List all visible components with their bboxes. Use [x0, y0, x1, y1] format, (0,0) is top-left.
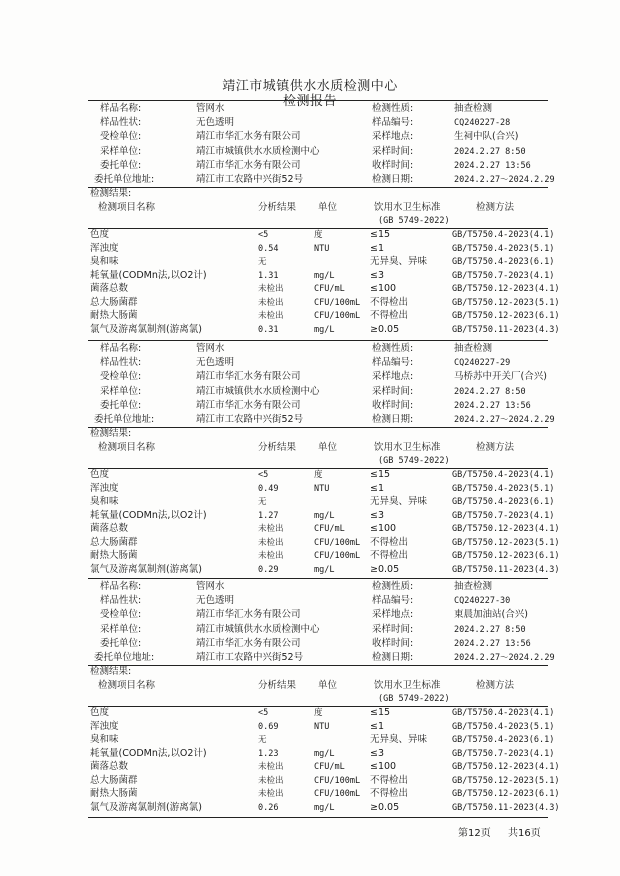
field-label-sample-name: 样品名称: [100, 343, 142, 354]
table-cell-method: GB/T5750.12-2023(5.1) [452, 775, 560, 786]
table-cell-unit: mg/L [314, 748, 335, 759]
table-cell-result: 0.69 [258, 721, 279, 732]
field-value-sampling-unit: 靖江市城镇供水水质检测中心 [196, 385, 320, 397]
table-cell-item: 氯气及游离氯制剂(游离氯) [90, 801, 202, 813]
report-title: 靖江市城镇供水水质检测中心 [222, 79, 398, 94]
field-value-sampling-unit: 靖江市城镇供水水质检测中心 [196, 623, 320, 635]
table-cell-method: GB/T5750.4-2023(5.1) [452, 483, 555, 494]
field-label-sample-no: 样品编号: [372, 595, 414, 607]
table-cell-standard: ≤1 [370, 242, 385, 254]
table-cell-item: 总大肠菌群 [90, 296, 138, 308]
table-cell-method: GB/T5750.12-2023(5.1) [452, 537, 560, 548]
table-cell-standard: 不得检出 [370, 788, 409, 800]
col-header-method: 检测方法 [476, 442, 515, 454]
field-label-sampling-site: 采样地点: [372, 371, 414, 383]
table-cell-result: 1.31 [258, 270, 279, 281]
table-cell-standard: ≤3 [370, 269, 385, 281]
table-cell-method: GB/T5750.11-2023(4.3) [452, 324, 560, 335]
field-value-test-date: 2024.2.27～2024.2.29 [454, 175, 555, 185]
field-label-receipt-time: 收样时间: [372, 637, 414, 649]
table-cell-result: 未检出 [258, 762, 284, 773]
table-cell-item: 耗氧量(CODMn法,以O2计) [90, 747, 207, 759]
field-value-test-nature: 抽查检测 [454, 103, 493, 114]
table-header-rule [88, 228, 548, 229]
field-label-client-unit: 受检单位: [100, 371, 142, 383]
field-value-receipt-time: 2024.2.27 13:56 [454, 638, 531, 649]
table-cell-unit: mg/L [314, 564, 335, 575]
table-cell-standard: ≤100 [370, 523, 397, 535]
table-cell-unit: mg/L [314, 510, 335, 521]
table-cell-result: <5 [258, 708, 269, 719]
field-value-sample-property: 无色透明 [196, 357, 235, 369]
col-header-unit: 单位 [318, 680, 338, 692]
table-cell-result: 0.26 [258, 802, 279, 813]
field-value-sample-property: 无色透明 [196, 595, 235, 607]
table-cell-method: GB/T5750.12-2023(5.1) [452, 297, 560, 308]
table-cell-method: GB/T5750.11-2023(4.3) [452, 564, 560, 575]
field-label-sampling-unit: 采样单位: [100, 385, 142, 397]
table-cell-standard: ≤15 [370, 707, 391, 719]
field-value-commission-unit: 靖江市华汇水务有限公司 [196, 159, 301, 171]
field-label-sample-property: 样品性状: [100, 357, 142, 369]
table-cell-item: 耗氧量(CODMn法,以O2计) [90, 509, 207, 521]
table-cell-item: 色度 [90, 707, 110, 719]
table-cell-method: GB/T5750.7-2023(4.1) [452, 748, 555, 759]
field-label-sample-property: 样品性状: [100, 595, 142, 607]
col-header-unit: 单位 [318, 202, 338, 214]
field-label-sample-name: 样品名称: [100, 581, 142, 592]
table-cell-standard: ≤3 [370, 509, 385, 521]
table-cell-result: 未检出 [258, 311, 284, 322]
field-label-sampling-site: 采样地点: [372, 131, 414, 143]
field-value-sample-name: 管网水 [196, 581, 225, 592]
table-cell-result: 未检出 [258, 551, 284, 562]
table-cell-result: 1.27 [258, 510, 279, 521]
table-cell-result: 无 [258, 257, 267, 268]
table-cell-unit: 度 [314, 230, 323, 241]
field-value-sampling-site: 東晨加油站(合兴) [454, 609, 528, 621]
field-value-sampling-time: 2024.2.27 8:50 [454, 624, 526, 635]
field-label-sampling-time: 采样时间: [372, 145, 414, 157]
table-cell-result: 未检出 [258, 789, 284, 800]
table-cell-standard: ≥0.05 [370, 801, 400, 813]
table-cell-method: GB/T5750.12-2023(4.1) [452, 284, 560, 295]
results-rule [88, 665, 548, 666]
col-header-method: 检测方法 [476, 202, 515, 214]
table-cell-standard: ≤3 [370, 747, 385, 759]
table-cell-item: 臭和味 [90, 256, 119, 268]
table-cell-item: 耗氧量(CODMn法,以O2计) [90, 269, 207, 281]
table-cell-method: GB/T5750.4-2023(6.1) [452, 257, 555, 268]
col-header-result: 分析结果 [258, 680, 297, 692]
table-cell-standard: 无异臭、异味 [370, 256, 428, 268]
section-bottom-rule [88, 817, 548, 818]
col-header-result: 分析结果 [258, 442, 297, 454]
results-rule [88, 427, 548, 428]
table-cell-item: 耐热大肠菌 [90, 550, 138, 562]
field-label-sampling-time: 采样时间: [372, 623, 414, 635]
table-cell-unit: CFU/mL [314, 762, 345, 773]
col-header-standard: 饮用水卫生标准 [374, 680, 441, 692]
table-header-rule [88, 706, 548, 707]
results-label: 检测结果: [90, 666, 132, 678]
table-cell-standard: ≤100 [370, 283, 397, 295]
field-label-sampling-unit: 采样单位: [100, 623, 142, 635]
table-cell-standard: ≤15 [370, 229, 391, 241]
page-total: 共16页 [508, 828, 541, 839]
field-value-commission-address: 靖江市工农路中兴街52号 [196, 652, 304, 663]
table-cell-result: 1.23 [258, 748, 279, 759]
field-label-commission-address: 委托单位地址: [94, 414, 155, 425]
field-value-commission-unit: 靖江市华汇水务有限公司 [196, 637, 301, 649]
table-cell-result: 0.31 [258, 324, 279, 335]
field-value-client-unit: 靖江市华汇水务有限公司 [196, 131, 301, 143]
field-label-commission-unit: 委托单位: [100, 159, 142, 171]
section-top-rule [88, 100, 548, 101]
table-cell-item: 浑浊度 [90, 482, 119, 494]
table-cell-item: 臭和味 [90, 496, 119, 508]
col-header-standard: 饮用水卫生标准 [374, 202, 441, 214]
table-cell-unit: CFU/100mL [314, 311, 361, 322]
table-cell-method: GB/T5750.7-2023(4.1) [452, 270, 555, 281]
col-header-item: 检测项目名称 [98, 680, 156, 692]
table-cell-unit: CFU/100mL [314, 537, 361, 548]
table-cell-method: GB/T5750.12-2023(6.1) [452, 551, 560, 562]
field-value-receipt-time: 2024.2.27 13:56 [454, 400, 531, 411]
field-label-commission-address: 委托单位地址: [94, 652, 155, 663]
table-cell-standard: 不得检出 [370, 550, 409, 562]
field-value-sampling-unit: 靖江市城镇供水水质检测中心 [196, 145, 320, 157]
table-cell-unit: CFU/100mL [314, 775, 361, 786]
table-cell-result: 未检出 [258, 284, 284, 295]
field-label-receipt-time: 收样时间: [372, 399, 414, 411]
table-cell-item: 耐热大肠菌 [90, 788, 138, 800]
field-value-commission-unit: 靖江市华汇水务有限公司 [196, 399, 301, 411]
table-cell-standard: 不得检出 [370, 774, 409, 786]
table-cell-result: 无 [258, 497, 267, 508]
field-label-sample-no: 样品编号: [372, 117, 414, 129]
table-cell-item: 菌落总数 [90, 283, 129, 295]
field-label-client-unit: 受检单位: [100, 609, 142, 621]
field-label-sample-property: 样品性状: [100, 117, 142, 129]
field-value-sample-no: CQ240227-29 [454, 358, 511, 369]
table-cell-method: GB/T5750.12-2023(4.1) [452, 762, 560, 773]
table-cell-result: 无 [258, 735, 267, 746]
table-cell-method: GB/T5750.11-2023(4.3) [452, 802, 560, 813]
field-label-test-nature: 检测性质: [372, 103, 414, 114]
table-cell-result: 未检出 [258, 775, 284, 786]
field-value-sample-name: 管网水 [196, 103, 225, 114]
field-value-client-unit: 靖江市华汇水务有限公司 [196, 609, 301, 621]
table-cell-item: 浑浊度 [90, 242, 119, 254]
table-cell-standard: ≤1 [370, 482, 385, 494]
col-header-method: 检测方法 [476, 680, 515, 692]
table-cell-method: GB/T5750.4-2023(6.1) [452, 735, 555, 746]
field-value-sample-no: CQ240227-28 [454, 118, 511, 129]
table-cell-result: 未检出 [258, 297, 284, 308]
col-header-standard-ref: (GB 5749-2022) [378, 456, 450, 467]
table-cell-standard: 不得检出 [370, 536, 409, 548]
field-value-test-nature: 抽查检测 [454, 343, 493, 354]
field-value-test-nature: 抽查检测 [454, 581, 493, 592]
field-value-sample-name: 管网水 [196, 343, 225, 354]
table-cell-result: <5 [258, 230, 269, 241]
field-value-client-unit: 靖江市华汇水务有限公司 [196, 371, 301, 383]
field-label-test-date: 检测日期: [372, 174, 414, 185]
field-value-test-date: 2024.2.27～2024.2.29 [454, 653, 555, 663]
table-cell-item: 色度 [90, 229, 110, 241]
field-label-sample-no: 样品编号: [372, 357, 414, 369]
field-value-sample-property: 无色透明 [196, 117, 235, 129]
report-subtitle: 检测报告 [282, 94, 337, 109]
col-header-item: 检测项目名称 [98, 442, 156, 454]
field-value-sampling-time: 2024.2.27 8:50 [454, 146, 526, 157]
table-cell-item: 浑浊度 [90, 720, 119, 732]
results-label: 检测结果: [90, 428, 132, 440]
table-cell-result: 未检出 [258, 537, 284, 548]
table-cell-unit: NTU [314, 483, 330, 494]
table-cell-standard: ≥0.05 [370, 563, 400, 575]
table-cell-method: GB/T5750.12-2023(4.1) [452, 524, 560, 535]
table-cell-unit: 度 [314, 708, 323, 719]
table-cell-unit: NTU [314, 721, 330, 732]
field-value-commission-address: 靖江市工农路中兴街52号 [196, 414, 304, 425]
table-cell-unit: CFU/mL [314, 284, 345, 295]
table-cell-method: GB/T5750.4-2023(4.1) [452, 470, 555, 481]
table-cell-unit: mg/L [314, 324, 335, 335]
table-cell-method: GB/T5750.4-2023(6.1) [452, 497, 555, 508]
table-cell-method: GB/T5750.12-2023(6.1) [452, 789, 560, 800]
table-cell-standard: 不得检出 [370, 296, 409, 308]
table-cell-item: 总大肠菌群 [90, 536, 138, 548]
table-cell-result: 0.54 [258, 243, 279, 254]
field-label-sample-name: 样品名称: [100, 103, 142, 114]
section-top-rule [88, 340, 548, 341]
table-cell-unit: CFU/100mL [314, 551, 361, 562]
field-value-sampling-site: 马桥苏中开关厂(合兴) [454, 371, 547, 383]
table-cell-unit: CFU/100mL [314, 789, 361, 800]
field-label-sampling-time: 采样时间: [372, 385, 414, 397]
field-label-test-nature: 检测性质: [372, 343, 414, 354]
table-cell-standard: 不得检出 [370, 310, 409, 322]
table-cell-unit: CFU/100mL [314, 297, 361, 308]
field-value-test-date: 2024.2.27～2024.2.29 [454, 415, 555, 425]
table-cell-result: 0.29 [258, 564, 279, 575]
table-cell-item: 菌落总数 [90, 761, 129, 773]
field-label-sampling-unit: 采样单位: [100, 145, 142, 157]
col-header-item: 检测项目名称 [98, 202, 156, 214]
table-cell-item: 氯气及游离氯制剂(游离氯) [90, 563, 202, 575]
col-header-standard-ref: (GB 5749-2022) [378, 216, 450, 227]
table-cell-result: 未检出 [258, 524, 284, 535]
table-cell-item: 总大肠菌群 [90, 774, 138, 786]
table-cell-method: GB/T5750.4-2023(4.1) [452, 708, 555, 719]
col-header-result: 分析结果 [258, 202, 297, 214]
col-header-unit: 单位 [318, 442, 338, 454]
field-value-sampling-time: 2024.2.27 8:50 [454, 386, 526, 397]
table-cell-standard: ≥0.05 [370, 323, 400, 335]
table-cell-method: GB/T5750.4-2023(5.1) [452, 721, 555, 732]
table-cell-standard: ≤15 [370, 469, 391, 481]
table-cell-item: 臭和味 [90, 734, 119, 746]
table-cell-unit: 度 [314, 470, 323, 481]
table-cell-unit: NTU [314, 243, 330, 254]
section-top-rule [88, 578, 548, 579]
table-cell-standard: 无异臭、异味 [370, 734, 428, 746]
table-cell-standard: ≤1 [370, 720, 385, 732]
table-cell-item: 菌落总数 [90, 523, 129, 535]
results-label: 检测结果: [90, 188, 132, 200]
table-cell-method: GB/T5750.12-2023(6.1) [452, 311, 560, 322]
table-cell-result: 0.49 [258, 483, 279, 494]
field-label-receipt-time: 收样时间: [372, 159, 414, 171]
table-cell-item: 色度 [90, 469, 110, 481]
page-number: 第12页 [458, 828, 491, 839]
table-cell-result: <5 [258, 470, 269, 481]
table-cell-item: 耐热大肠菌 [90, 310, 138, 322]
table-cell-method: GB/T5750.7-2023(4.1) [452, 510, 555, 521]
field-label-commission-unit: 委托单位: [100, 399, 142, 411]
table-cell-unit: CFU/mL [314, 524, 345, 535]
field-label-test-date: 检测日期: [372, 652, 414, 663]
table-cell-item: 氯气及游离氯制剂(游离氯) [90, 323, 202, 335]
field-value-commission-address: 靖江市工农路中兴街52号 [196, 174, 304, 185]
results-rule [88, 187, 548, 188]
field-label-sampling-site: 采样地点: [372, 609, 414, 621]
field-label-test-date: 检测日期: [372, 414, 414, 425]
table-header-rule [88, 468, 548, 469]
table-cell-method: GB/T5750.4-2023(5.1) [452, 243, 555, 254]
field-label-commission-address: 委托单位地址: [94, 174, 155, 185]
table-cell-unit: mg/L [314, 270, 335, 281]
col-header-standard-ref: (GB 5749-2022) [378, 694, 450, 705]
table-cell-standard: ≤100 [370, 761, 397, 773]
col-header-standard: 饮用水卫生标准 [374, 442, 441, 454]
table-cell-unit: mg/L [314, 802, 335, 813]
field-value-sample-no: CQ240227-30 [454, 596, 511, 607]
field-label-test-nature: 检测性质: [372, 581, 414, 592]
table-cell-standard: 无异臭、异味 [370, 496, 428, 508]
field-label-client-unit: 受检单位: [100, 131, 142, 143]
field-value-receipt-time: 2024.2.27 13:56 [454, 160, 531, 171]
field-value-sampling-site: 生祠中队(合兴) [454, 131, 519, 143]
field-label-commission-unit: 委托单位: [100, 637, 142, 649]
table-cell-method: GB/T5750.4-2023(4.1) [452, 230, 555, 241]
